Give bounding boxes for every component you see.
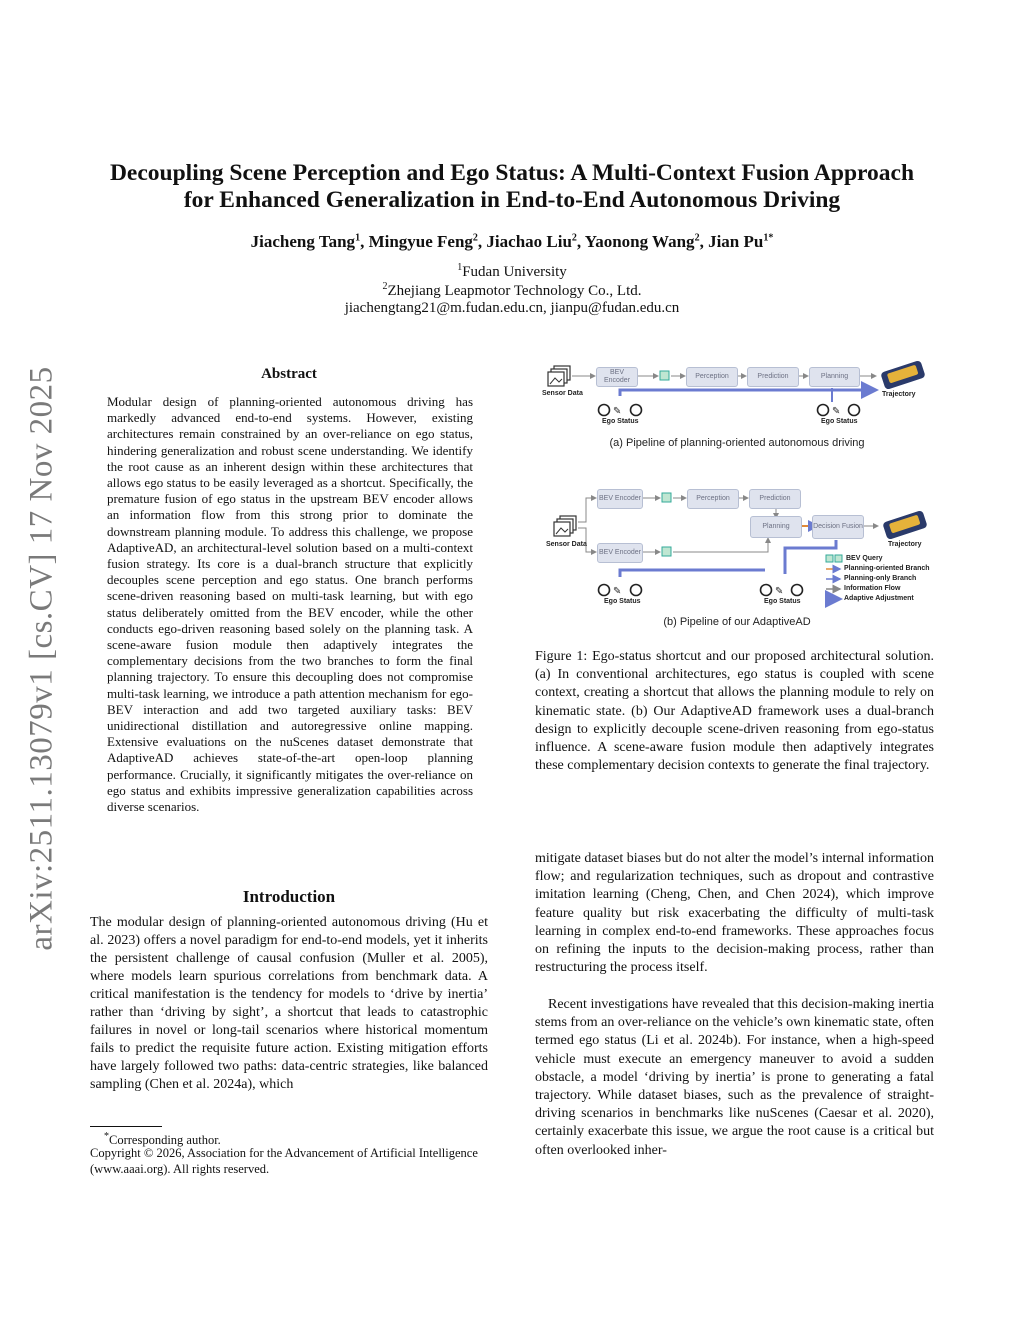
sensor-icon-a — [548, 366, 570, 386]
arxiv-identifier: arXiv:2511.13079v1 [cs.CV] 17 Nov 2025 — [23, 366, 60, 951]
svg-text:✎: ✎ — [832, 406, 841, 417]
trajectory-label-a: Trajectory — [882, 391, 916, 398]
sensor-data-label-b: Sensor Data — [546, 541, 587, 548]
ego-status-icon-a2 — [818, 405, 860, 418]
affiliation-2: $^2$Zhejiang Leapmotor Technology Co., Ltd. — [382, 281, 642, 299]
figure-1-caption: Figure 1: Ego-status shortcut and our proposed architectural solution. (a) In conventional architectures, ego status is coupled with scene context, creating a shortcut that allows the planning module to rely on kinematic state. (b) Our AdaptiveAD framework uses a dual-branch design to explicitly decouple scene-driven reasoning from ego-status influence. A scene-aware fusion module then adaptively integrates these complementary decision contexts to generate the final trajectory. — [535, 649, 934, 774]
ego-status-label-b1: Ego Status — [604, 598, 641, 605]
author: Jiachao Liu$^2$ — [486, 232, 577, 251]
author: Mingyue Feng$^2$ — [368, 232, 478, 251]
ego-status-icon-a1 — [599, 405, 642, 418]
decision-fusion-box: Decision Fusion — [812, 515, 864, 539]
ego-status-icon-b1 — [599, 585, 642, 598]
ego-status-label-b2: Ego Status — [764, 598, 801, 605]
legend-information-flow: Information Flow — [844, 585, 901, 592]
introduction-body: The modular design of planning-oriented autonomous driving (Hu et al. 2023) offers a novel paradigm for end-to-end models, yet it inherits the persistent challenge of causal confusion (Muller et al. 2005), where models learn spurious correlations from benchmark data. A critical manifestation is the tendency for models to ‘drive by inertia’ rather than ‘driving by sight’, a shortcut that leads to catastrophic failures in novel or long-tail scenarios where historical momentum fails to predict the requisite future action. Existing mitigation efforts have largely followed two paths: data-centric strategies, like balanced sampling (Chen et al. 2024a), which — [90, 915, 488, 1093]
abstract-body: Modular design of planning-oriented autonomous driving has markedly advanced end-to-end systems. However, existing architectures remain constrained by an over-reliance on ego status, hindering generalization and robust scene understanding. We identify the root cause as an inherent design within these architectures that allows ego status to be easily leveraged as a shortcut. Specifically, the premature fusion of ego status in the upstream BEV encoder allows an information flow from this strong prior to dominate the downstream planning module. To address this challenge, we propose AdaptiveAD, an architectural-level solution based on a multi-context fusion strategy. Its core is a dual-branch structure that explicitly decouples scene perception and ego status. One branch performs scene-driven reasoning based on multi-task learning, but with ego status deliberately omitted from the BEV encoder, while the other conducts ego-driven reasoning based solely on the planning task. A scene-aware fusion module then adaptively integrates the complementary decisions from the two branches to form the final planning trajectory. To ensure this decoupling does not compromise multi-task learning, we introduce a path attention mechanism for ego-BEV interaction and add two targeted auxiliary tasks: BEV unidirectional distillation and autoregressive online mapping. Extensive evaluations on the nuScenes dataset demonstrate that AdaptiveAD achieves state-of-the-art open-loop planning performance. Crucially, it significantly mitigates the over-reliance on ego status and exhibits impressive generalization capabilities across diverse scenarios. — [107, 394, 473, 815]
perception-box-a: Perception — [686, 367, 738, 387]
author: Jiacheng Tang$^1$ — [250, 232, 361, 251]
legend-planning-oriented-branch: Planning-oriented Branch — [844, 565, 930, 572]
bev-encoder-box-b2: BEV Encoder — [597, 543, 643, 563]
introduction-heading: Introduction — [242, 887, 336, 906]
footnote-rule — [90, 1126, 162, 1127]
body-paragraph-2: Recent investigations have revealed that this decision-making inertia stems from an over-reliance on the vehicle’s own kinematic state, often termed ego status (Li et al. 2024b). For instance, when a high-speed vehicle must execute an emergency maneuver to avoid a sudden obstacle, a model ‘driving by inertia’ is prone to generating a fatal trajectory. While dataset biases, such as the prevalence of straight-driving scenarios in benchmarks like nuScenes (Caesar et al. 2020), certainly exacerbate this issue, we argue the root cause is a critical but often overlooked inher- — [535, 997, 934, 1158]
copyright-notice: Copyright © 2026, Association for the Advancement of Artificial Intelligence (www.aaai.org). All rights reserved. — [90, 1146, 478, 1176]
subcaption-b: (b) Pipeline of our AdaptiveAD — [663, 616, 811, 628]
author: Yaonong Wang$^2$ — [584, 232, 700, 251]
prediction-box-b: Prediction — [749, 489, 801, 509]
legend-bev-query: BEV Query — [846, 555, 883, 562]
title-line-1: Decoupling Scene Perception and Ego Status: A Multi-Context Fusion Approach — [109, 160, 915, 186]
paper-title — [60, 160, 964, 214]
figure-1 — [540, 352, 934, 642]
perception-box-b: Perception — [687, 489, 739, 509]
ego-status-icon-b2 — [761, 585, 803, 598]
legend-planning-only-branch: Planning-only Branch — [844, 575, 917, 582]
planning-box-a: Planning — [809, 367, 860, 387]
svg-text:✎: ✎ — [613, 586, 622, 597]
bev-encoder-box-a: BEV Encoder — [596, 367, 638, 387]
affiliation-1: $^1$Fudan University — [457, 262, 567, 280]
abstract-heading: Abstract — [261, 366, 317, 382]
title-line-2: for Enhanced Generalization in End-to-End Autonomous Driving — [183, 187, 841, 213]
author-emails: jiachengtang21@m.fudan.edu.cn, jianpu@fudan.edu.cn — [344, 300, 680, 316]
bev-query-icon — [660, 371, 669, 380]
ego-status-label-a1: Ego Status — [602, 418, 639, 425]
author-list: Jiacheng Tang$^1$, Mingyue Feng$^2$, Jiachao Liu$^2$, Yaonong Wang$^2$, Jian $Pu^{1*}$ — [250, 232, 774, 251]
bev-encoder-box-b1: BEV Encoder — [597, 489, 643, 509]
author: Jian $Pu^{1*}$ — [708, 232, 774, 251]
footnote: *Corresponding author. — [104, 1131, 221, 1148]
ego-status-label-a2: Ego Status — [821, 418, 858, 425]
svg-text:✎: ✎ — [613, 406, 622, 417]
prediction-box-a: Prediction — [747, 367, 799, 387]
vehicle-icon-a — [880, 360, 926, 390]
body-paragraph-1: mitigate dataset biases but do not alter the model’s internal information flow; and regularization techniques, such as dropout and contrastive imitation learning (Cheng, Chen, and Chen 2024), which improve feature quality but risk exacerbating the difficulty of multi-task learning in complex end-to-end frameworks. These approaches focus on refining the inputs to the decision-making process, rather than restructuring the process itself. — [535, 851, 934, 976]
legend-adaptive-adjustment: Adaptive Adjustment — [844, 595, 914, 602]
subcaption-a: (a) Pipeline of planning-oriented autonomous driving — [609, 437, 865, 449]
trajectory-label-b: Trajectory — [888, 541, 922, 548]
sensor-data-label-a: Sensor Data — [542, 390, 583, 397]
vehicle-icon-b — [882, 510, 928, 540]
planning-box-b: Planning — [750, 516, 802, 538]
svg-text:✎: ✎ — [775, 586, 784, 597]
sensor-icon-b — [554, 516, 576, 536]
